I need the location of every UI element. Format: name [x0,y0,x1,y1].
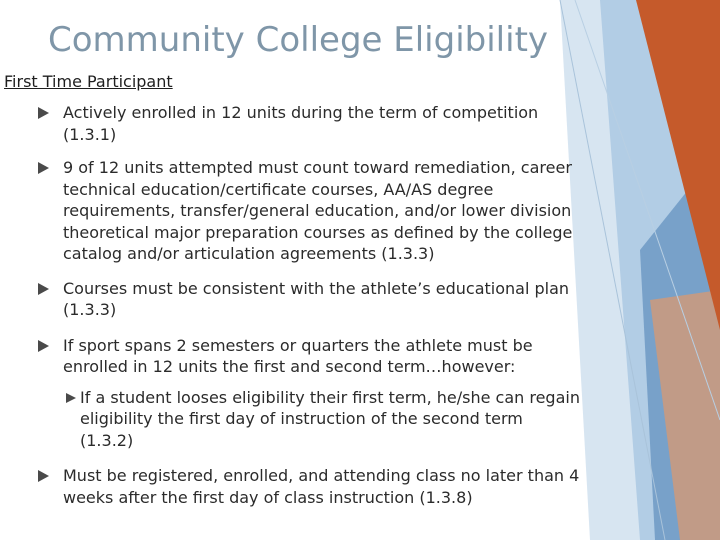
right-triangle-arrow-icon [38,107,49,119]
bullet-text: Courses must be consistent with the athlete’s educational plan (1.3.3) [63,278,570,319]
right-triangle-arrow-icon [66,393,76,403]
slide-title: Community College Eligibility [48,20,549,60]
bullet-text: Actively enrolled in 12 units during the term of competition (1.3.1) [63,103,539,144]
bullet-text: 9 of 12 units attempted must count toward remediation, career technical education/certificate courses, AA/AS degree requirements, transfer/general education, and/or lower division theoretical major preparation courses as defined by the college catalog and/or articulation agreements (1.3.3) [63,158,573,263]
right-triangle-arrow-icon [38,283,49,295]
right-triangle-arrow-icon [38,162,49,174]
right-triangle-arrow-icon [38,340,49,352]
bullet-text: Must be registered, enrolled, and attending class no later than 4 weeks after the first day of class instruction (1.3.8) [63,466,580,507]
bullet-item [38,157,590,265]
sub-bullet-item [66,387,580,452]
bullet-list [38,102,590,508]
sub-bullet-text: If a student looses eligibility their first term, he/she can regain eligibility the first day of instruction of the second term (1.3.2) [80,387,580,450]
bullet-item [38,278,590,321]
bullet-text: If sport spans 2 semesters or quarters the athlete must be enrolled in 12 units the first and second term…however: [63,335,533,376]
bullet-item [38,465,590,508]
right-triangle-arrow-icon [38,470,49,482]
slide-subtitle: First Time Participant [4,72,173,91]
bullet-item [38,102,590,145]
bullet-item [38,335,590,378]
